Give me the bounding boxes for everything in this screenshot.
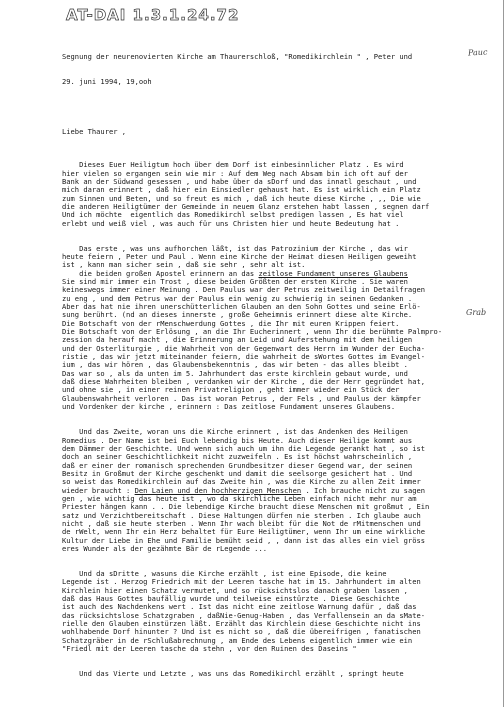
text-line: Die Botschaft von der Erlösung , an die Ihr Eucherinnert , wenn Ihr die berühmte Palmpro- (62, 327, 443, 337)
text-line: de rWelt, wenn Ihr ein Herz behaltet für Eure Heiligtümer, wenn Ihr um eine wirkliche (62, 527, 426, 537)
text-line: Priester hängen kann . . Die lebendige Kirche braucht diese Menschen mit großmut , Ein (62, 502, 430, 512)
text-line: rielle den Glauben einstürzen läßt. Erzählt das Kirchlein diese Geschichte nicht ins (62, 619, 421, 629)
text-line: hier vielen so ergangen sein wie mir : Auf dem Weg nach Absam bin ich oft auf der (62, 168, 408, 178)
text-line: Bank an der Südwand gesessen , und habe über da sDorf und das innatl geschaut , und (62, 176, 417, 186)
text-line: Schatzgräber in de rSchlußabrechnung , am Ende des Lebens eigentlich immer wie ein (62, 635, 413, 645)
archive-stamp: AT-DAI 1.3.1.24.72 (66, 6, 240, 24)
text-line: wieder braucht : Den Laien und den hochherzigen Menschen . Ich brauche nicht zu sagen (62, 485, 426, 495)
text-line: Und das Vierte und Letzte , was uns das Romedikirchl erzählt , springt heute (62, 669, 404, 679)
text-line: erlebt und weiß viel , was auch für uns Christen hier und heute Bedeutung hat . (62, 218, 400, 228)
text-line: Die Botschaft von der rMenschwerdung Gottes , die Ihr mit euren Krippen feiert. (62, 318, 400, 328)
text-line: gen , wie wichtig das heute ist , wo da skirchliche Leben einfach nicht mehr nur am (62, 493, 417, 503)
text-line: heute feiern , Peter und Paul . Wenn eine Kirche der Heimat diesen Heiligen geweiht (62, 251, 417, 261)
text-line: und ohne sie , in einer reinen Privatreligion , geht immer wieder ein Stück der (62, 385, 400, 395)
text-line: Sie sind mir immer ein Trost , diese beiden Größten der ersten Kirche . Sie waren (62, 276, 408, 286)
text-line: wohlhabende Dorf hinunter ? Und ist es nicht so , daß die übereifrigen , fanatischen (62, 627, 421, 637)
text-line: daß er einer der romanisch sprechenden Grundbesitzer dieser Gegend war, der seinen (62, 460, 413, 470)
handwritten-margin-note: Grab (466, 308, 487, 317)
text-line: Und das Zweite, woran uns die Kirche erinnert , ist das Andenken des Heiligen (62, 427, 408, 437)
text-line: ist , kann man sicher sein , daß sie sehr , sehr alt ist. (62, 260, 306, 270)
text-line: die anderen Heiligtümer der Gemeinde in neuem Glanz erstehen habt lassen , segnen darf (62, 201, 430, 211)
text-line: ist auch des Nachdenkens wert . Ist das nicht eine zeitlose Warnung dafür , daß das (62, 602, 417, 612)
text-line: die beiden großen Apostel erinnern an das zeitlose Fundament unseres Glaubens (62, 268, 408, 278)
header-line-2: 29. juni 1994, 19,ooh (62, 76, 152, 86)
text-line: daß das Haus Gottes baufällig wurde und teilweise einstürzte . Diese Geschichte (62, 594, 400, 604)
text-line: Glaubenswahrheit verloren . Das ist woran Petrus , der Fels , und Paulus der kämpfer (62, 393, 421, 403)
text-line: doch an seiner Geschichtlichkeit nicht zuzweifeln . Es ist höchst wahrscheinlich , (62, 452, 413, 462)
header-line-1: Segnung der neurenovierten Kirche am Thaurerschloß, "Romedikirchlein " , Peter und (62, 51, 413, 61)
paragraphs (62, 153, 500, 679)
text-line: Besitz in Großmut der Kirche geschenkt und damit die seelsorge gesichert hat . Und (62, 468, 413, 478)
text-line: so weist das Romedikirchlein auf das Zweite hin , was die Kirche zu allen Zeit immer (62, 477, 421, 487)
text-line: Und da sDritte , wasuns die Kirche erzählt , ist eine Episode, die keine (62, 569, 387, 578)
text-line: "Friedl mit der Leeren tasche da stehn , vor den Ruinen des Daseins " (62, 644, 357, 654)
text-line: mich daran erinnert , daß hier ein Einsiedler gehaust hat. Es ist wirklich ein Platz (62, 185, 421, 195)
text-line: sung berührt. (nd an dieses innerste , große Geheimnis erinnert diese alte Kirche. (62, 310, 413, 320)
text-line: das rücksichtslose Schatzgraben , daßNie-Genug-Haben , das Verfallensein an da sMate- (62, 610, 426, 620)
document-body (62, 36, 500, 695)
text-line: Und ich möchte eigentlich das Romedikirchl selbst predigen lassen , Es hat viel (62, 210, 404, 220)
text-line: satz und Verzichtbereitschaft . Diese Haltungen dürfen nie sterben . Ich glaube auch (62, 510, 421, 520)
text-line: Das war so , als da unten im 5. Jahrhundert das erste kirchlein gebaut wurde, und (62, 368, 408, 378)
text-line: ristie , das wir jetzt miteinander feiern, die wahrheit de sWortes Gottes im Evangel- (62, 352, 426, 362)
text-line: daß diese Wahrheiten bleiben , verdanken wir der Kirche , die der Herr gegründet hat, (62, 377, 426, 387)
text-line: und der Osterliturgie , die Wahrheit von der Gegenwart des Herrn im Wunder der Eucha- (62, 343, 426, 353)
text-line: zum Sinnen und Beten, und so freut es mich , daß ich heute diese Kirche , ,, Die wie (62, 193, 421, 203)
text-line: zu eng , und dem Petrus war der Paulus ein wenig zu schwierig in seinen Gedanken . (62, 293, 413, 303)
text-line: zession da herauf macht , die Erinnerung an Leid und Auferstehung mit dem heiligen (62, 335, 413, 345)
text-line: Romedius . Der Name ist bei Euch lebendig bis Heute. Auch dieser Heilige kommt aus (62, 435, 413, 445)
text-line: nicht , daß sie heute sterben . Wenn Ihr wach bleibt für die Not de rMitmenschen und (62, 518, 421, 528)
text-line: Aber das hat nie ihren unerschütterlichen Glauben an den Sohn Gottes und seine Erlö- (62, 302, 421, 311)
text-line: Kirchlein hier einen Schatz vermutet, und so rücksichtslos danach graben lassen , (62, 585, 408, 595)
text-line: eres Wunder als der gezähmte Bär de rLegende ... (62, 543, 267, 553)
text-line: ium , das wir hören , das Glaubensbekenntnis , das wir beten - das alles bleibt . (62, 360, 408, 370)
text-line: Legende ist . Herzog Friedrich mit der Leeren tasche hat im 15. Jahrhundert im alten (62, 577, 421, 587)
handwritten-note: Pauc (467, 47, 488, 58)
text-line: Das erste , was uns aufhorchen läßt, ist das Patrozinium der Kirche , das wir (62, 243, 408, 253)
text-line: und Vordenker der kirche , erinnern : Das zeitlose Fundament unseres Glaubens. (62, 402, 396, 412)
text-line: dem Dämmer der Geschichte. Und wenn sich auch um ihn die Legende gerankt hat , so ist (62, 443, 426, 453)
salutation: Liebe Thaurer , (62, 126, 127, 136)
text-line: Dieses Euer Heiligtum hoch über dem Dorf ist einbesinnlicher Platz . Es wird (62, 160, 404, 170)
text-line: keineswegs immer einer Meinung . Den Paulus war der Petrus zeitweilig in Detailfragen (62, 285, 426, 295)
text-line: Kultur der Liebe in Ehe und Familie bemüht seid , , dann ist das alles ein viel gröss (62, 535, 426, 545)
